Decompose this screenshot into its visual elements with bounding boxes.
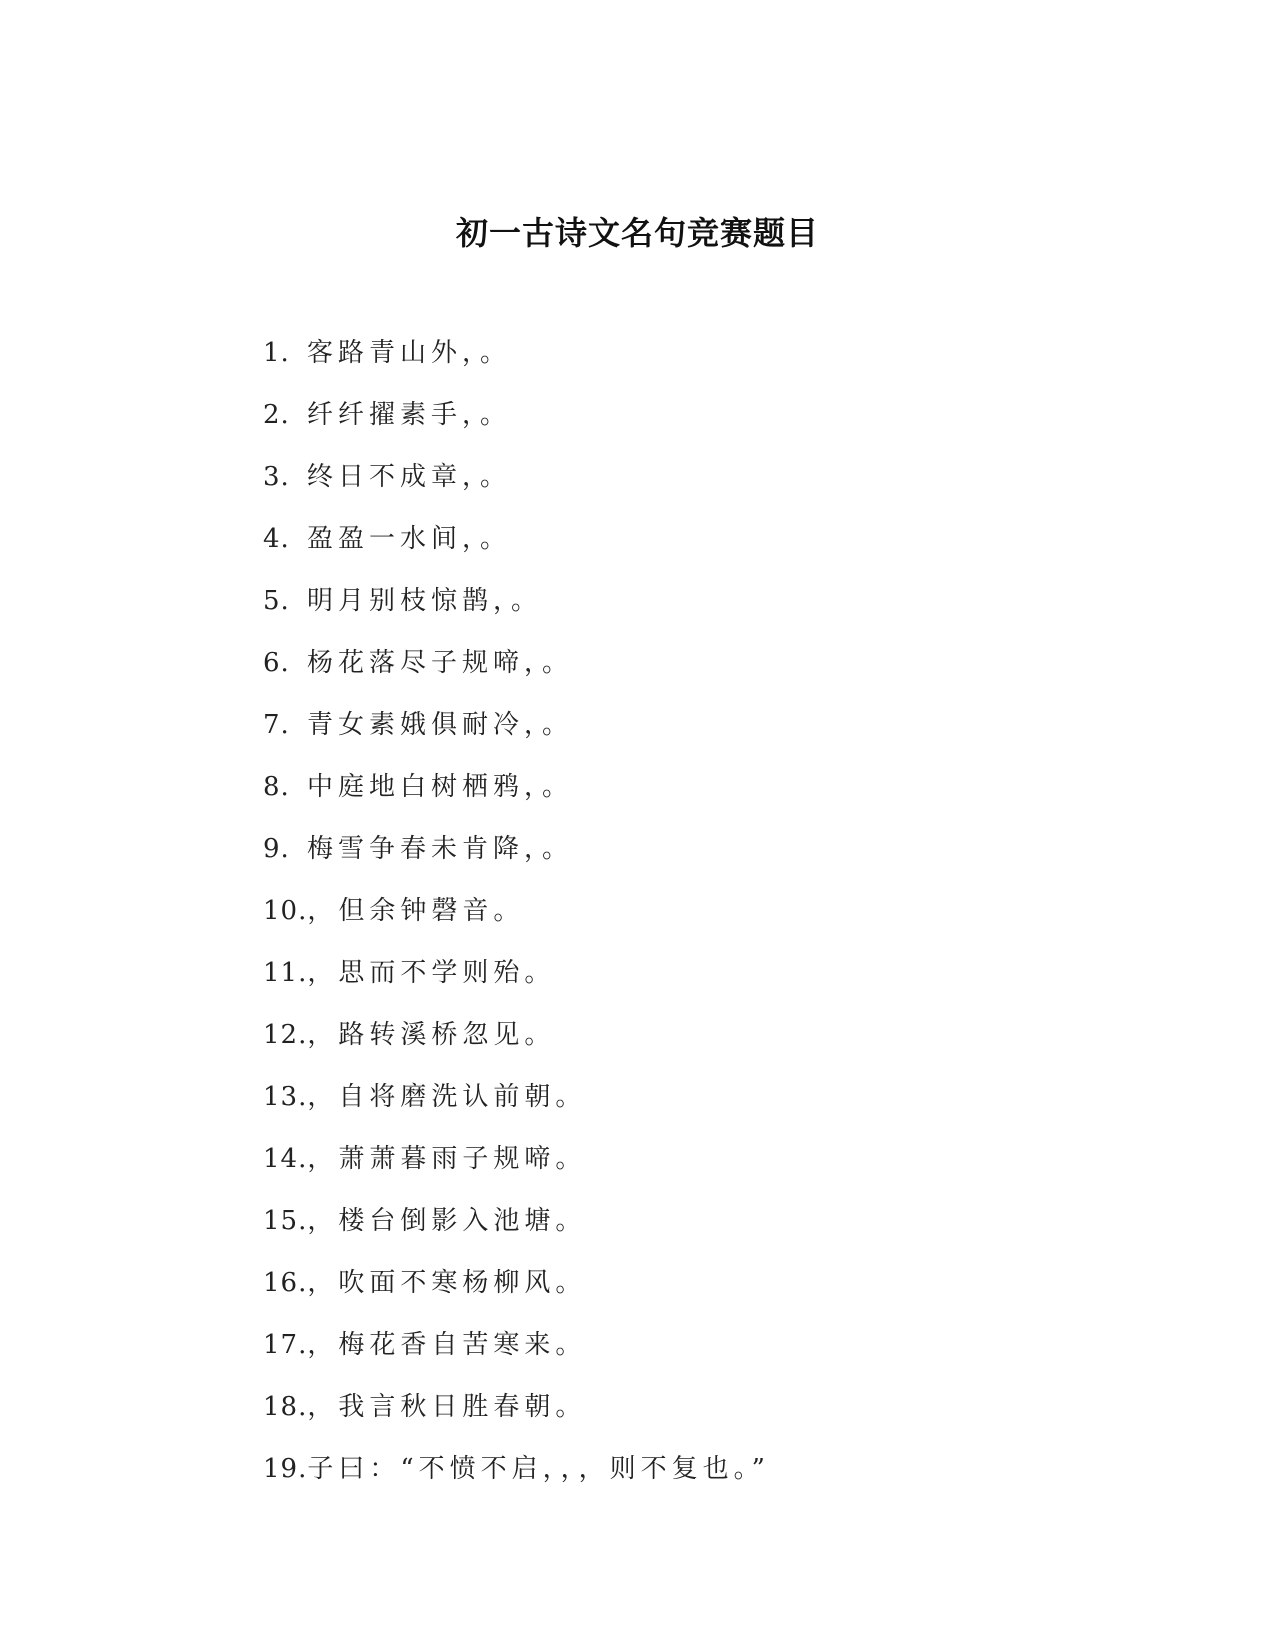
question-item [263,392,770,454]
question-item [263,330,770,392]
question-item [263,1136,770,1198]
question-text: ，思而不学则殆。 [307,958,556,988]
question-item [263,1198,770,1260]
question-list [263,330,770,1508]
question-item [263,578,770,640]
question-text: 盈盈一水间，。 [307,524,512,554]
question-text: 梅雪争春未肯降，。 [307,834,574,864]
question-text: 纤纤擢素手，。 [307,400,512,430]
question-text: 终日不成章，。 [307,462,512,492]
question-number: 15. [263,1206,308,1236]
question-number: 8. [263,772,290,802]
question-number: 3. [263,462,290,492]
question-item [263,640,770,702]
question-item [263,950,770,1012]
question-number: 1. [263,338,290,368]
question-number: 14. [263,1144,308,1174]
question-number: 5. [263,586,290,616]
question-number: 9. [263,834,290,864]
question-item [263,702,770,764]
question-text: 青女素娥俱耐冷，。 [307,710,574,740]
page-title: 初一古诗文名句竞赛题目 [455,214,819,252]
question-text: ，但余钟磬音。 [307,896,525,926]
question-item [263,888,770,950]
question-item [263,1074,770,1136]
question-number: 13. [263,1082,308,1112]
question-item [263,1384,770,1446]
question-number: 17. [263,1330,308,1360]
question-item [263,1012,770,1074]
question-text: 杨花落尽子规啼，。 [307,648,574,678]
question-number: 19. [263,1454,308,1484]
question-text: 中庭地白树栖鸦，。 [307,772,574,802]
question-text: 明月别枝惊鹊，。 [307,586,543,616]
question-text: 客路青山外，。 [307,338,512,368]
question-item [263,764,770,826]
question-text: ，我言秋日胜春朝。 [307,1392,587,1422]
question-number: 16. [263,1268,308,1298]
question-text: ，萧萧暮雨子规啼。 [307,1144,587,1174]
question-text: ，楼台倒影入池塘。 [307,1206,587,1236]
question-item [263,826,770,888]
question-text: ，吹面不寒杨柳风。 [307,1268,587,1298]
question-text: ，自将磨洗认前朝。 [307,1082,587,1112]
question-item [263,454,770,516]
question-number: 10. [263,896,308,926]
question-item [263,516,770,578]
question-item [263,1322,770,1384]
question-number: 6. [263,648,290,678]
question-number: 4. [263,524,290,554]
question-number: 11. [263,958,308,988]
question-item [263,1446,770,1508]
question-number: 7. [263,710,290,740]
question-text: ，梅花香自苦寒来。 [307,1330,587,1360]
question-text: 子曰：“不愤不启，，，则不复也。” [307,1454,770,1484]
question-number: 12. [263,1020,308,1050]
question-text: ，路转溪桥忽见。 [307,1020,556,1050]
question-number: 2. [263,400,290,430]
question-number: 18. [263,1392,308,1422]
question-item [263,1260,770,1322]
